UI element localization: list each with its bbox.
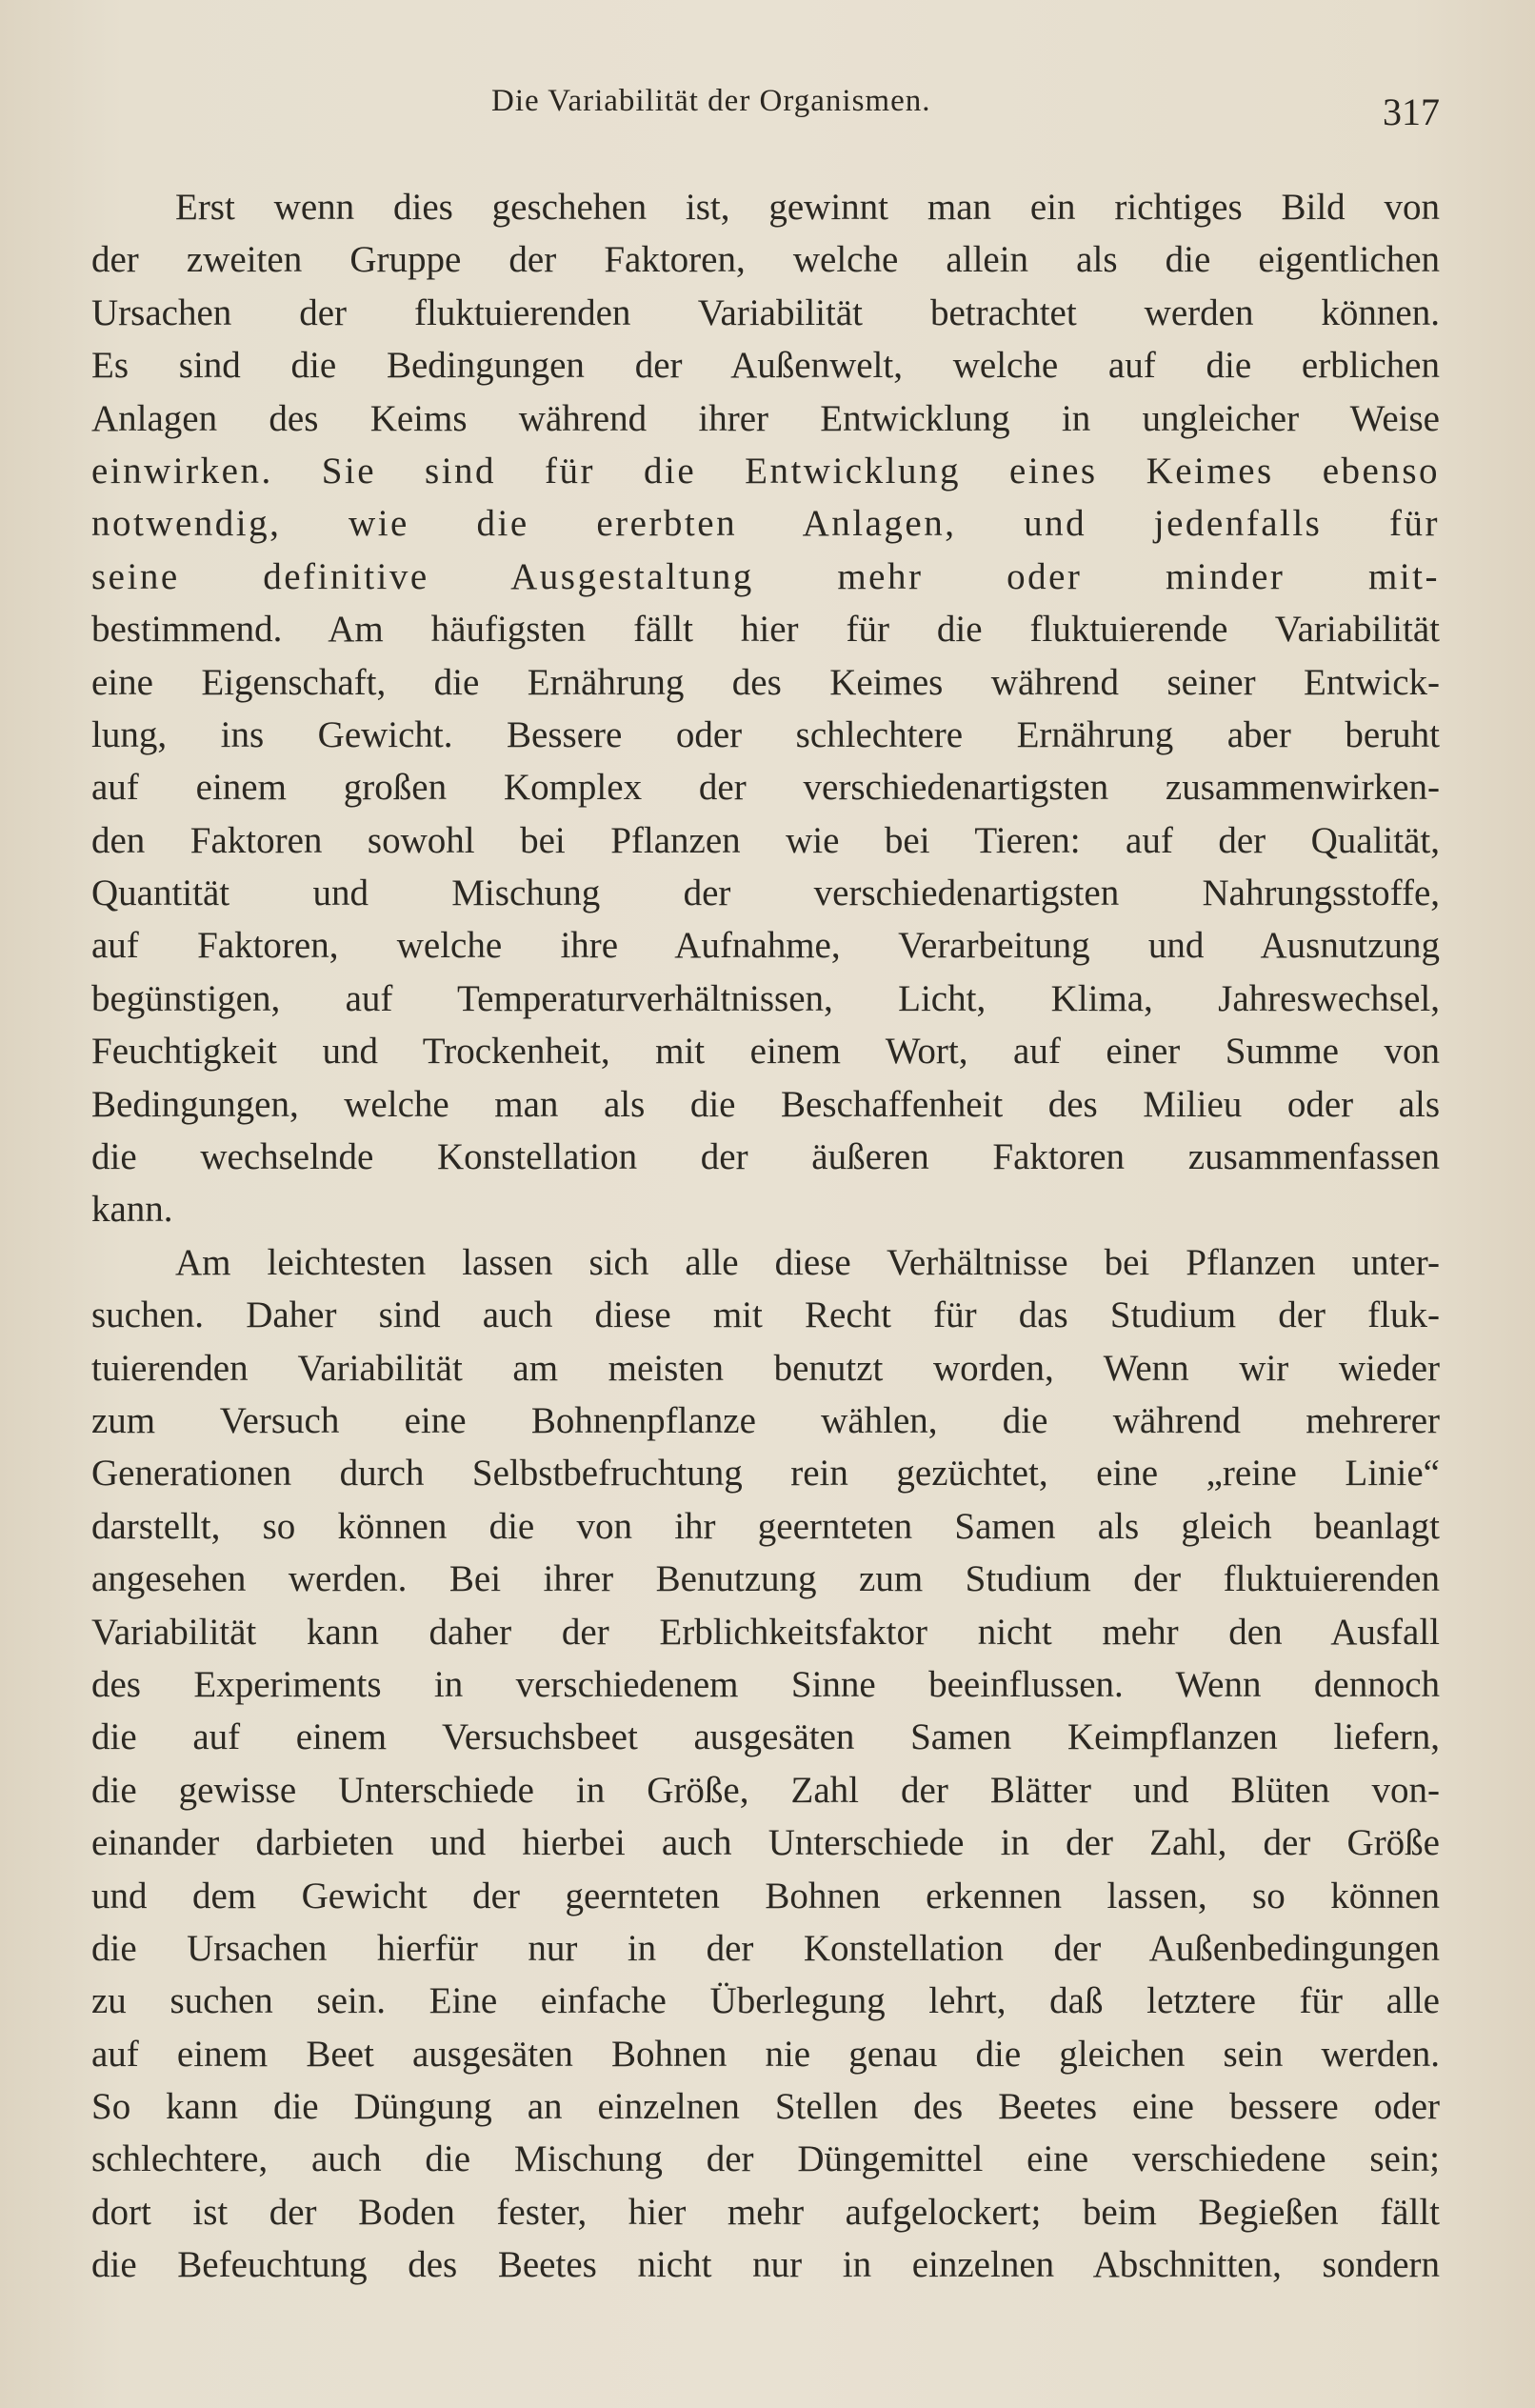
text-line: tuierenden Variabilität am meisten benutzt worden, Wenn wir wieder bbox=[91, 1347, 1440, 1389]
text-line: Generationen durch Selbstbefruchtung rein gezüchtet, eine „reine Linie“ bbox=[91, 1453, 1440, 1495]
text-line: Ursachen der fluktuierenden Variabilität betrachtet werden können. bbox=[91, 291, 1440, 333]
text-line: die Befeuchtung des Beetes nicht nur in einzelnen Abschnitten, sondern bbox=[91, 2244, 1440, 2286]
text-line: Variabilität kann daher der Erblichkeitsfaktor nicht mehr den Ausfall bbox=[91, 1611, 1440, 1653]
paragraph-1 bbox=[91, 181, 1440, 1236]
page-number: 317 bbox=[1383, 90, 1440, 133]
text-line: zum Versuch eine Bohnenpflanze wählen, die während mehrerer bbox=[91, 1399, 1440, 1441]
text-line: begünstigen, auf Temperaturverhältnissen, Licht, Klima, Jahreswechsel, bbox=[91, 977, 1440, 1019]
text-line: auf einem Beet ausgesäten Bohnen nie genau die gleichen sein werden. bbox=[91, 2033, 1440, 2075]
text-line: Quantität und Mischung der verschiedenartigsten Nahrungsstoffe, bbox=[91, 873, 1440, 914]
text-line: des Experiments in verschiedenem Sinne beeinflussen. Wenn dennoch bbox=[91, 1663, 1440, 1705]
text-line: seine definitive Ausgestaltung mehr oder minder mit- bbox=[91, 555, 1440, 597]
text-line: kann. bbox=[91, 1189, 173, 1231]
running-title: Die Variabilität der Organismen. bbox=[491, 84, 931, 118]
text-line: Am leichtesten lassen sich alle diese Verhältnisse bei Pflanzen unter- bbox=[175, 1241, 1440, 1283]
text-line: Erst wenn dies geschehen ist, gewinnt man ein richtiges Bild von bbox=[175, 187, 1440, 228]
text-line: darstellt, so können die von ihr geernteten Samen als gleich beanlagt bbox=[91, 1505, 1440, 1547]
text-line: schlechtere, auch die Mischung der Düngemittel eine verschiedene sein; bbox=[91, 2138, 1440, 2180]
text-line: einwirken. Sie sind für die Entwicklung eines Keimes ebenso bbox=[91, 450, 1440, 492]
text-line: lung, ins Gewicht. Bessere oder schlechtere Ernährung aber beruht bbox=[91, 713, 1440, 755]
text-line: zu suchen sein. Eine einfache Überlegung lehrt, daß letztere für alle bbox=[91, 1980, 1440, 2022]
text-line: die auf einem Versuchsbeet ausgesäten Samen Keimpflanzen liefern, bbox=[91, 1716, 1440, 1758]
text-line: eine Eigenschaft, die Ernährung des Keimes während seiner Entwick- bbox=[91, 661, 1440, 703]
text-line: auf Faktoren, welche ihre Aufnahme, Verarbeitung und Ausnutzung bbox=[91, 925, 1440, 967]
text-line: Es sind die Bedingungen der Außenwelt, welche auf die erblichen bbox=[91, 345, 1440, 387]
text-line: einander darbieten und hierbei auch Unterschiede in der Zahl, der Größe bbox=[91, 1822, 1440, 1864]
text-line: die Ursachen hierfür nur in der Konstellation der Außenbedingungen bbox=[91, 1927, 1440, 1969]
text-line: dort ist der Boden fester, hier mehr aufgelockert; beim Begießen fällt bbox=[91, 2191, 1440, 2233]
text-line: So kann die Düngung an einzelnen Stellen des Beetes eine bessere oder bbox=[91, 2086, 1440, 2128]
running-head bbox=[91, 84, 1440, 131]
text-line: Bedingungen, welche man als die Beschaffenheit des Milieu oder als bbox=[91, 1083, 1440, 1125]
text-line: Feuchtigkeit und Trockenheit, mit einem Wort, auf einer Summe von bbox=[91, 1031, 1440, 1073]
text-line: der zweiten Gruppe der Faktoren, welche allein als die eigentlichen bbox=[91, 239, 1440, 281]
text-line: bestimmend. Am häufigsten fällt hier für die fluktuierende Variabilität bbox=[91, 609, 1440, 651]
text-line: den Faktoren sowohl bei Pflanzen wie bei Tieren: auf der Qualität, bbox=[91, 819, 1440, 861]
text-line: auf einem großen Komplex der verschiedenartigsten zusammenwirken- bbox=[91, 767, 1440, 809]
paragraph-2 bbox=[91, 1236, 1440, 2292]
text-line: und dem Gewicht der geernteten Bohnen erkennen lassen, so können bbox=[91, 1875, 1440, 1916]
text-line: Anlagen des Keims während ihrer Entwicklung in ungleicher Weise bbox=[91, 397, 1440, 439]
body-text bbox=[91, 181, 1440, 2292]
text-line: angesehen werden. Bei ihrer Benutzung zum Studium der fluktuierenden bbox=[91, 1558, 1440, 1600]
text-line: die wechselnde Konstellation der äußeren Faktoren zusammenfassen bbox=[91, 1136, 1440, 1178]
text-line: die gewisse Unterschiede in Größe, Zahl der Blätter und Blüten von- bbox=[91, 1769, 1440, 1811]
text-line: suchen. Daher sind auch diese mit Recht für das Studium der fluk- bbox=[91, 1294, 1440, 1336]
text-line: notwendig, wie die ererbten Anlagen, und jedenfalls für bbox=[91, 503, 1440, 545]
